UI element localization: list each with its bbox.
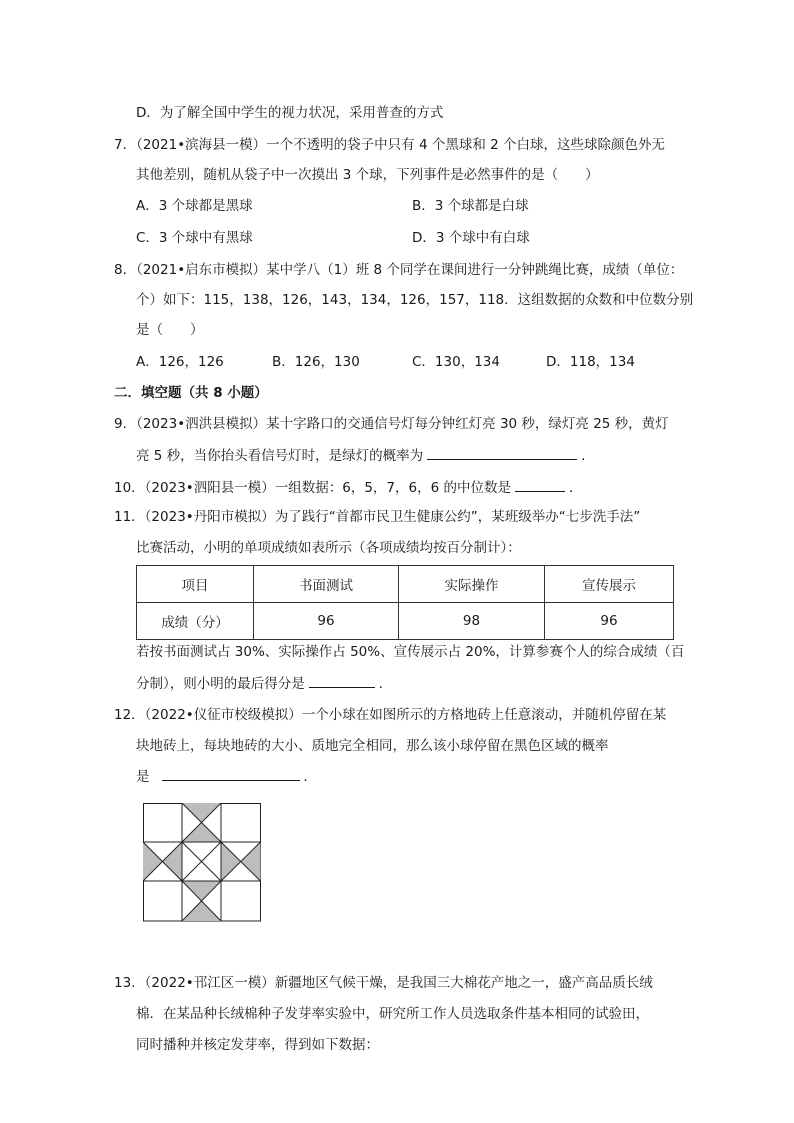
q12-line-2: 块地砖上，每块地砖的大小、质地完全相同，那么该小球停留在黑色区域的概率 xyxy=(136,738,609,754)
section-2-title: 二．填空题（共 8 小题） xyxy=(114,385,268,401)
q8-line-2: 个）如下：115，138，126，143，134，126，157，118．这组数据的众数和中位数分别 xyxy=(136,292,694,308)
table-header-cell: 书面测试 xyxy=(254,566,399,603)
table-header-cell: 宣传展示 xyxy=(545,566,674,603)
table-header-cell: 实际操作 xyxy=(399,566,545,603)
q11-line-3: 若按书面测试占 30%、实际操作占 50%、宣传展示占 20%，计算参赛个人的综合成绩（百 xyxy=(136,644,685,660)
q8-line-3: 是（ ） xyxy=(136,322,204,338)
table-row xyxy=(137,603,674,640)
q11-line-4-text: 分制），则小明的最后得分是 xyxy=(136,676,305,692)
q9-end: ． xyxy=(581,448,595,464)
table-cell: 96 xyxy=(545,603,674,640)
q11-line-2: 比赛活动，小明的单项成绩如表所示（各项成绩均按百分制计）： xyxy=(136,540,521,556)
q10-end: ． xyxy=(568,480,583,496)
q9-line-2-text: 亮 5 秒，当你抬头看信号灯时，是绿灯的概率为 xyxy=(136,448,424,464)
q8-option-d: D．118，134 xyxy=(546,354,635,370)
q7-option-b: B．3 个球都是白球 xyxy=(412,198,529,214)
q9-answer-blank[interactable] xyxy=(427,445,577,460)
table-cell: 96 xyxy=(254,603,399,640)
q11-answer-blank[interactable] xyxy=(309,673,375,688)
q8-option-b: B．126，130 xyxy=(272,354,360,370)
q9-line-1: 9．（2023•泗洪县模拟）某十字路口的交通信号灯每分钟红灯亮 30 秒，绿灯亮 25 秒，黄灯 xyxy=(114,416,669,432)
q11-line-1: 11．（2023•丹阳市模拟）为了践行“首都市民卫生健康公约”，某班级举办“七步洗手法” xyxy=(114,509,641,525)
q10-answer-blank[interactable] xyxy=(515,477,565,492)
table-header-cell: 项目 xyxy=(137,566,254,603)
tile-grid-figure xyxy=(143,803,261,922)
q8-option-c: C．130，134 xyxy=(412,354,500,370)
q12-line-3-text: 是 xyxy=(136,769,150,785)
q11-end: ． xyxy=(378,676,393,692)
q9-line-2 xyxy=(136,445,595,466)
q13-line-1: 13．（2022•邗江区一模）新疆地区气候干燥，是我国三大棉花产地之一，盛产高品质长绒 xyxy=(114,975,653,991)
q7-line-1: 7．（2021•滨海县一模）一个不透明的袋子中只有 4 个黑球和 2 个白球，这些球除颜色外无 xyxy=(114,137,666,153)
q13-line-3: 同时播种并核定发芽率，得到如下数据： xyxy=(136,1037,379,1053)
q12-answer-blank[interactable] xyxy=(162,766,300,781)
q12-line-1: 12．（2022•仪征市校级模拟）一个小球在如图所示的方格地砖上任意滚动，并随机停留在某 xyxy=(114,707,667,723)
table-header-row xyxy=(137,566,674,603)
table-cell: 98 xyxy=(399,603,545,640)
q10-line xyxy=(114,477,582,498)
table-cell: 成绩（分） xyxy=(137,603,254,640)
q7-option-c: C．3 个球中有黑球 xyxy=(136,230,253,246)
q10-text: 10．（2023•泗阳县一模）一组数据：6，5，7，6，6 的中位数是 xyxy=(114,480,511,496)
q12-line-3 xyxy=(136,766,317,787)
q11-score-table xyxy=(136,565,674,640)
q7-option-d: D．3 个球中有白球 xyxy=(412,230,530,246)
q6-option-d: D．为了解全国中学生的视力状况，采用普查的方式 xyxy=(136,105,444,121)
q13-line-2: 棉．在某品种长绒棉种子发芽率实验中，研究所工作人员选取条件基本相同的试验田， xyxy=(136,1006,649,1022)
q11-line-4 xyxy=(136,673,392,694)
q8-line-1: 8．（2021•启东市模拟）某中学八（1）班 8 个同学在课间进行一分钟跳绳比赛，成绩（单位： xyxy=(114,262,684,278)
q8-option-a: A．126，126 xyxy=(136,354,224,370)
q7-option-a: A．3 个球都是黑球 xyxy=(136,198,253,214)
q7-line-2: 其他差别，随机从袋子中一次摸出 3 个球，下列事件是必然事件的是（ ） xyxy=(136,167,599,183)
q12-end: ． xyxy=(303,769,317,785)
